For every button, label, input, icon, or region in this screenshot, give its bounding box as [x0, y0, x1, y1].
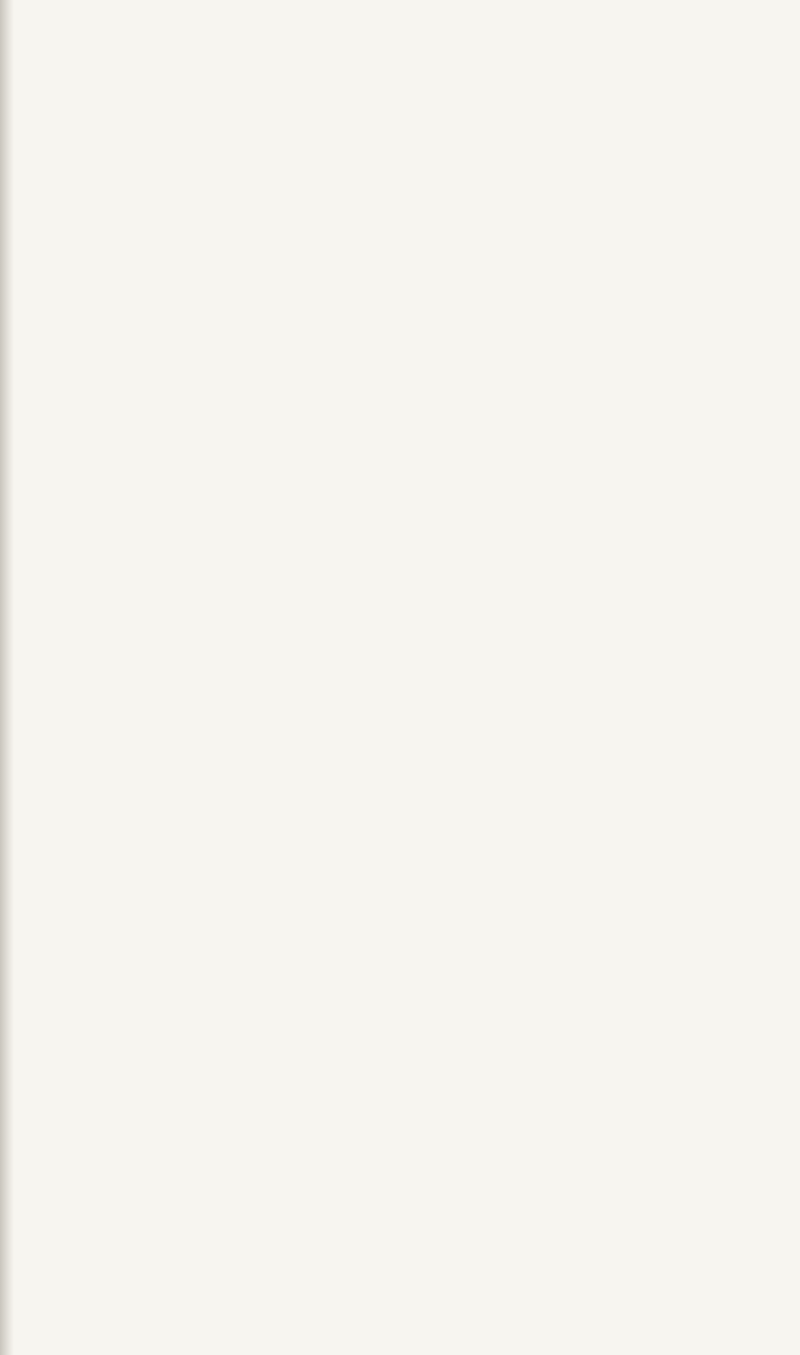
- book-spine-shadow: [0, 0, 14, 1355]
